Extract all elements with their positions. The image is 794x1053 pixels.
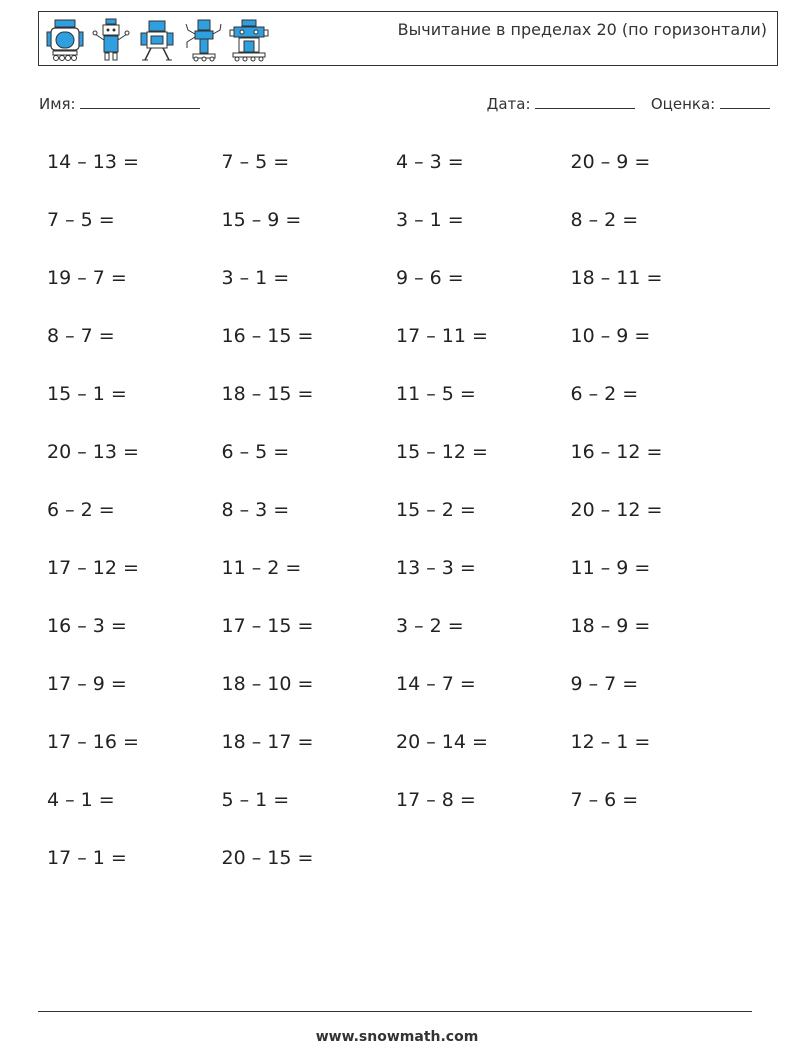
problem-item: 14 – 13 = — [47, 151, 139, 173]
problem-item: 12 – 1 = — [570, 731, 651, 753]
date-blank[interactable] — [535, 94, 635, 109]
problem-row — [47, 440, 747, 498]
problem-item: 19 – 7 = — [47, 267, 127, 289]
problem-row — [47, 382, 747, 440]
problem-item: 6 – 5 = — [221, 441, 290, 463]
robot-icon-3 — [137, 18, 177, 62]
footer-url: www.snowmath.com — [315, 1029, 479, 1045]
date-label: Дата: — [486, 95, 531, 113]
problem-item: 15 – 1 = — [47, 383, 127, 405]
problem-item: 18 – 15 = — [221, 383, 314, 405]
robot-icon-2 — [91, 18, 131, 62]
problem-row — [47, 614, 747, 672]
problem-grid — [47, 150, 747, 904]
grade-label: Оценка: — [650, 95, 716, 113]
problem-item: 10 – 9 = — [570, 325, 651, 347]
problem-item: 15 – 9 = — [221, 209, 302, 231]
problem-item: 17 – 12 = — [47, 557, 139, 579]
problem-item: 7 – 5 = — [47, 209, 115, 231]
problem-item: 6 – 2 = — [47, 499, 115, 521]
problem-item: 20 – 14 = — [396, 731, 488, 753]
problem-row — [47, 150, 747, 208]
problem-item: 4 – 1 = — [47, 789, 115, 811]
problem-item: 7 – 6 = — [570, 789, 639, 811]
footer-divider — [38, 1011, 752, 1012]
problem-item: 17 – 9 = — [47, 673, 127, 695]
problem-row — [47, 498, 747, 556]
problem-row — [47, 324, 747, 382]
robot-icon-1 — [45, 18, 85, 62]
problem-item: 20 – 12 = — [570, 499, 663, 521]
problem-item: 9 – 7 = — [570, 673, 639, 695]
problem-item: 17 – 16 = — [47, 731, 139, 753]
problem-item: 18 – 10 = — [221, 673, 314, 695]
problem-item: 7 – 5 = — [221, 151, 290, 173]
problem-row — [47, 556, 747, 614]
problem-item: 8 – 3 = — [221, 499, 290, 521]
problem-item: 3 – 1 = — [396, 209, 464, 231]
problem-item — [571, 846, 746, 904]
problem-item: 18 – 9 = — [570, 615, 651, 637]
problem-item: 9 – 6 = — [396, 267, 464, 289]
date-grade-fields — [487, 94, 770, 113]
problem-item: 20 – 15 = — [221, 847, 314, 869]
problem-row — [47, 208, 747, 266]
problem-item: 20 – 13 = — [47, 441, 139, 463]
problem-item: 15 – 2 = — [396, 499, 476, 521]
problem-row — [47, 788, 747, 846]
problem-item: 6 – 2 = — [570, 383, 639, 405]
problem-item: 4 – 3 = — [396, 151, 464, 173]
problem-item: 11 – 9 = — [570, 557, 651, 579]
name-field — [39, 94, 200, 113]
problem-item: 16 – 15 = — [221, 325, 314, 347]
problem-item: 17 – 8 = — [396, 789, 476, 811]
problem-item: 17 – 11 = — [396, 325, 488, 347]
problem-item: 16 – 12 = — [570, 441, 663, 463]
problem-item: 3 – 1 = — [221, 267, 290, 289]
problem-item: 14 – 7 = — [396, 673, 476, 695]
problem-row — [47, 672, 747, 730]
name-label: Имя: — [39, 95, 76, 113]
problem-item: 11 – 5 = — [396, 383, 476, 405]
name-blank[interactable] — [80, 94, 200, 109]
problem-item: 3 – 2 = — [396, 615, 464, 637]
worksheet-title: Вычитание в пределах 20 (по горизонтали) — [397, 20, 767, 39]
problem-item: 17 – 15 = — [221, 615, 314, 637]
problem-item: 17 – 1 = — [47, 847, 127, 869]
worksheet-header — [38, 11, 778, 66]
problem-item: 8 – 2 = — [570, 209, 639, 231]
problem-item: 5 – 1 = — [221, 789, 290, 811]
problem-item: 18 – 11 = — [570, 267, 663, 289]
problem-item: 8 – 7 = — [47, 325, 115, 347]
robot-icon-5 — [229, 18, 269, 62]
problem-item: 15 – 12 = — [396, 441, 488, 463]
problem-item: 18 – 17 = — [221, 731, 314, 753]
problem-item: 16 – 3 = — [47, 615, 127, 637]
problem-item: 11 – 2 = — [221, 557, 302, 579]
robot-icon-4 — [183, 18, 223, 62]
problem-row — [47, 730, 747, 788]
grade-blank[interactable] — [720, 94, 770, 109]
problem-row — [47, 846, 747, 904]
robot-icons — [45, 18, 269, 62]
problem-row — [47, 266, 747, 324]
problem-item: 13 – 3 = — [396, 557, 476, 579]
problem-item: 20 – 9 = — [570, 151, 651, 173]
problem-item — [396, 846, 571, 904]
